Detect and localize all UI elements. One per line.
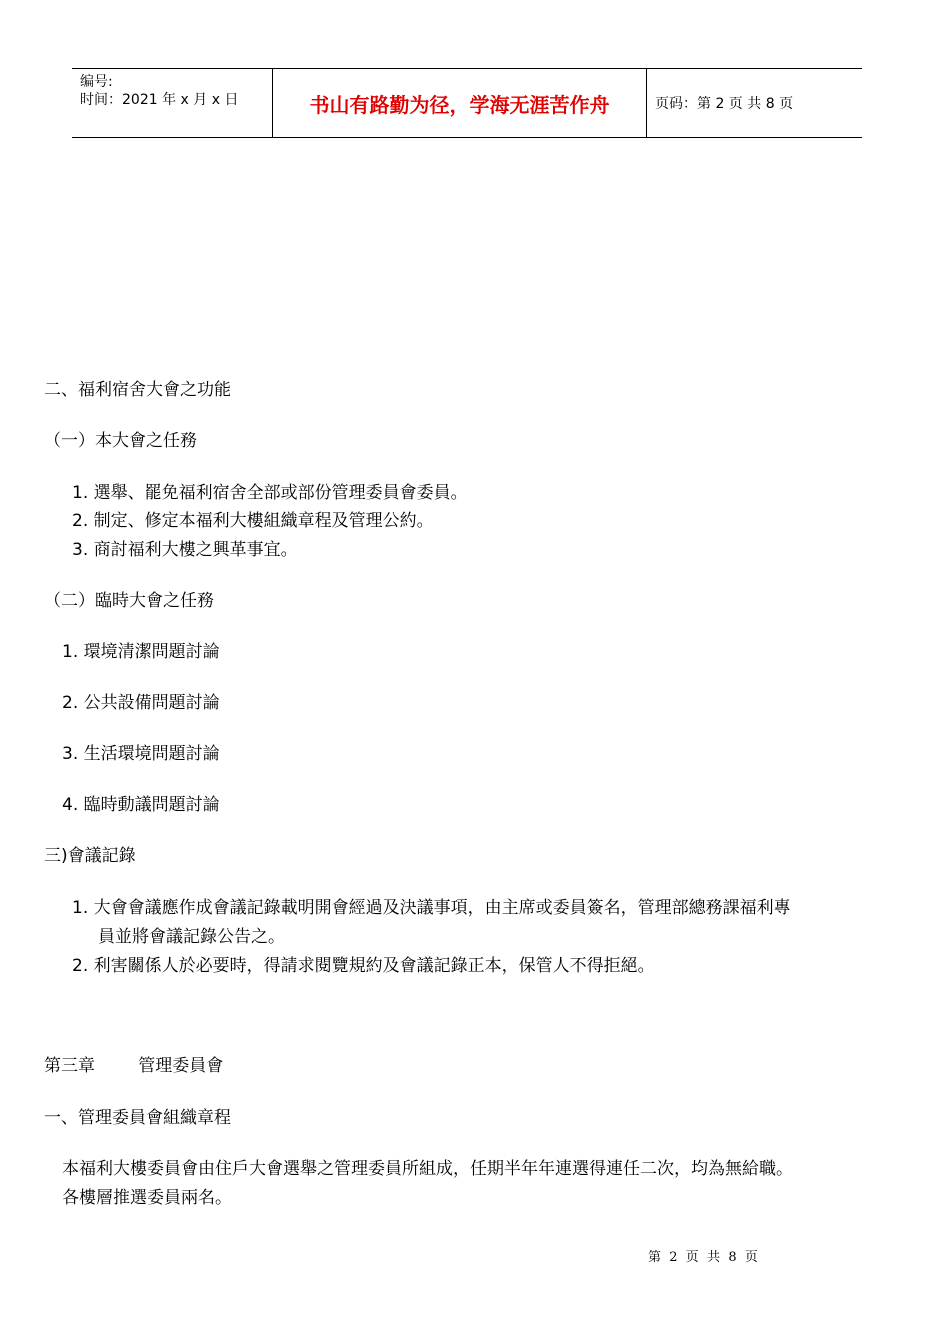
page-info: 页码：第 2 页 共 8 页 xyxy=(655,96,794,112)
list-item: 2. 制定、修定本福利大樓組織章程及管理公約。 xyxy=(72,511,434,531)
list-item: 2. 公共設備問題討論 xyxy=(62,693,220,713)
list-item: 1. 環境清潔問題討論 xyxy=(62,642,220,662)
paragraph-line: 本福利大樓委員會由住戶大會選舉之管理委員所組成，任期半年年連選得連任二次，均為無給職。 xyxy=(62,1159,793,1179)
chapter-3-title: 第三章 管理委員會 xyxy=(44,1056,224,1076)
section-2-title: 二、福利宿舍大會之功能 xyxy=(44,380,231,400)
list-item: 1. 選舉、罷免福利宿舍全部或部份管理委員會委員。 xyxy=(72,483,468,503)
time-label: 时间：2021 年 x 月 x 日 xyxy=(80,92,239,108)
list-item: 2. 利害關係人於必要時，得請求閱覽規約及會議記錄正本，保管人不得拒絕。 xyxy=(72,956,655,976)
header-left-cell xyxy=(72,69,273,137)
header-table xyxy=(72,68,862,138)
list-item: 3. 商討福利大樓之興革事宜。 xyxy=(72,540,298,560)
org-section-title: 一、管理委員會組織章程 xyxy=(44,1108,231,1128)
list-item-continuation: 員並將會議記錄公告之。 xyxy=(98,927,285,947)
list-item: 4. 臨時動議問題討論 xyxy=(62,795,220,815)
list-item: 1. 大會會議應作成會議記錄載明開會經過及決議事項，由主席或委員簽名，管理部總務課福利專 xyxy=(72,898,791,918)
paragraph-line: 各樓層推選委員兩名。 xyxy=(62,1188,232,1208)
motto-title: 书山有路勤为径，学海无涯苦作舟 xyxy=(309,92,610,117)
list-item: 3. 生活環境問題討論 xyxy=(62,744,220,764)
subsection-3-title: 三)會議記錄 xyxy=(44,846,136,866)
page-footer: 第 2 页 共 8 页 xyxy=(648,1250,758,1265)
header-motto-cell xyxy=(273,69,647,137)
header-page-cell xyxy=(647,69,862,137)
number-label: 编号: xyxy=(80,74,113,90)
subsection-2-title: （二）臨時大會之任務 xyxy=(44,591,214,611)
subsection-1-title: （一）本大會之任務 xyxy=(44,431,197,451)
